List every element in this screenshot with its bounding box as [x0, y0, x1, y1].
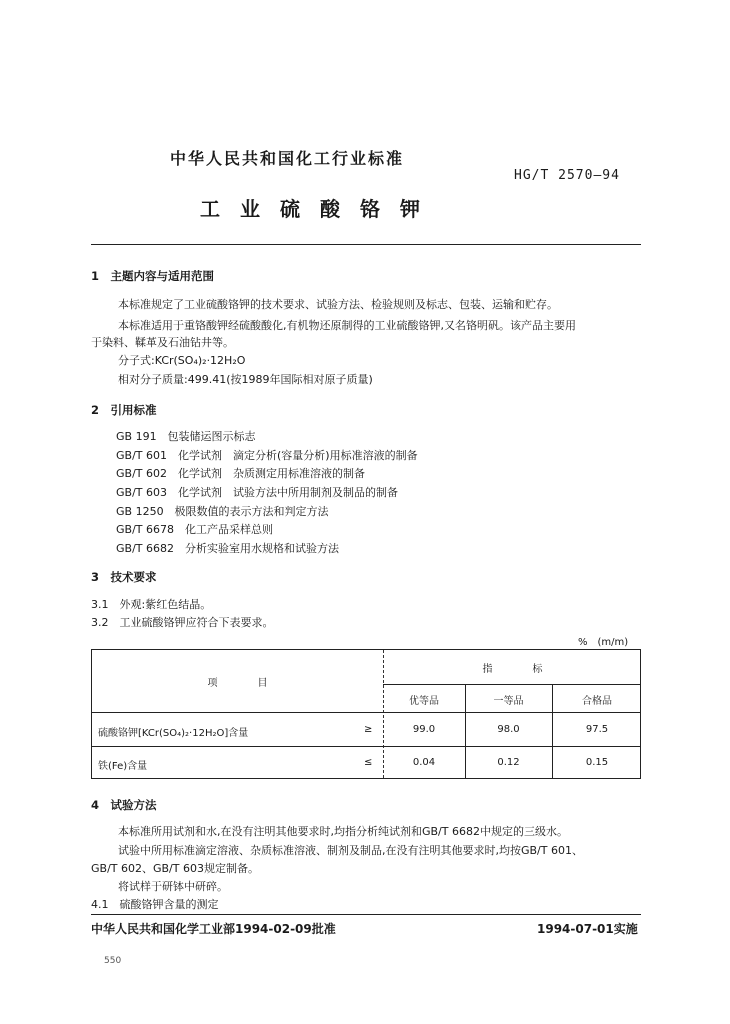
table-divider — [92, 746, 640, 747]
reference-item: GB/T 602 化学试剂 杂质测定用标准溶液的制备 — [116, 467, 365, 480]
section-4-heading: 4 试验方法 — [91, 798, 157, 812]
table-cell: 0.12 — [497, 757, 520, 768]
approval-note: 中华人民共和国化学工业部1994-02-09批准 — [91, 922, 336, 936]
section-4-paragraph-3: 将试样于研钵中研碎。 — [118, 880, 228, 893]
table-header-grade: 优等品 — [409, 696, 439, 707]
table-unit: % (m/m) — [578, 637, 629, 648]
table-cell: 98.0 — [497, 724, 520, 735]
section-4-paragraph-2b: GB/T 602、GB/T 603规定制备。 — [91, 862, 259, 875]
table-cell: 99.0 — [412, 724, 436, 735]
standard-code: HG/T 2570—94 — [514, 168, 620, 183]
reference-item: GB/T 601 化学试剂 滴定分析(容量分析)用标准溶液的制备 — [116, 449, 418, 462]
table-row-name: 铁(Fe)含量 — [98, 761, 148, 772]
reference-item: GB/T 603 化学试剂 试验方法中所用制剂及制品的制备 — [116, 486, 398, 499]
table-header-item: 项 目 — [207, 678, 268, 689]
section-1-heading: 1 主题内容与适用范围 — [91, 269, 215, 283]
section-3-item-1: 3.1 外观:紫红色结晶。 — [91, 598, 212, 611]
table-header-grade: 合格品 — [582, 696, 612, 707]
section-4-paragraph-1: 本标准所用试剂和水,在没有注明其他要求时,均指分析纯试剂和GB/T 6682中规定的三级水。 — [118, 825, 568, 838]
table-row-operator: ≤ — [364, 757, 373, 768]
section-1-paragraph-2b: 于染料、鞣革及石油钻井等。 — [91, 336, 234, 349]
reference-item: GB/T 6678 化工产品采样总则 — [116, 523, 273, 536]
table-cell: 0.15 — [585, 757, 609, 768]
effective-date: 1994-07-01实施 — [537, 922, 638, 936]
reference-item: GB 1250 极限数值的表示方法和判定方法 — [116, 505, 329, 518]
table-row-name: 硫酸铬钾[KCr(SO₄)₂·12H₂O]含量 — [98, 728, 249, 739]
table-header-grade: 一等品 — [493, 696, 524, 707]
section-3-heading: 3 技术要求 — [91, 570, 157, 584]
table-cell: 97.5 — [585, 724, 609, 735]
document-title: 工业硫酸铬钾 — [200, 197, 440, 221]
section-1-paragraph-1: 本标准规定了工业硫酸铬钾的技术要求、试验方法、检验规则及标志、包装、运输和贮存。 — [118, 298, 558, 311]
reference-item: GB 191 包装储运图示标志 — [116, 430, 256, 443]
section-2-heading: 2 引用标准 — [91, 403, 157, 417]
table-divider — [92, 712, 640, 713]
section-1-paragraph-2a: 本标准适用于重铬酸钾经硫酸酸化,有机物还原制得的工业硫酸铬钾,又名铬明矾。该产品主要用 — [118, 319, 576, 332]
section-4-paragraph-2a: 试验中所用标准滴定溶液、杂质标准溶液、制剂及制品,在没有注明其他要求时,均按GB/T 601、 — [118, 844, 583, 857]
table-header-index: 指 标 — [482, 664, 543, 675]
header-divider — [91, 244, 641, 245]
requirements-table — [91, 649, 641, 779]
page-number: 550 — [104, 956, 122, 966]
section-3-item-2: 3.2 工业硫酸铬钾应符合下表要求。 — [91, 616, 274, 629]
org-title: 中华人民共和国化工行业标准 — [170, 149, 405, 168]
section-4-item-1: 4.1 硫酸铬钾含量的测定 — [91, 898, 219, 911]
table-row-operator: ≥ — [364, 724, 373, 735]
table-divider — [383, 684, 640, 685]
molecular-mass: 相对分子质量:499.41(按1989年国际相对原子质量) — [118, 373, 373, 386]
reference-item: GB/T 6682 分析实验室用水规格和试验方法 — [116, 542, 339, 555]
molecular-formula: 分子式:KCr(SO₄)₂·12H₂O — [118, 354, 246, 367]
footer-divider — [91, 914, 641, 915]
table-cell: 0.04 — [412, 757, 436, 768]
